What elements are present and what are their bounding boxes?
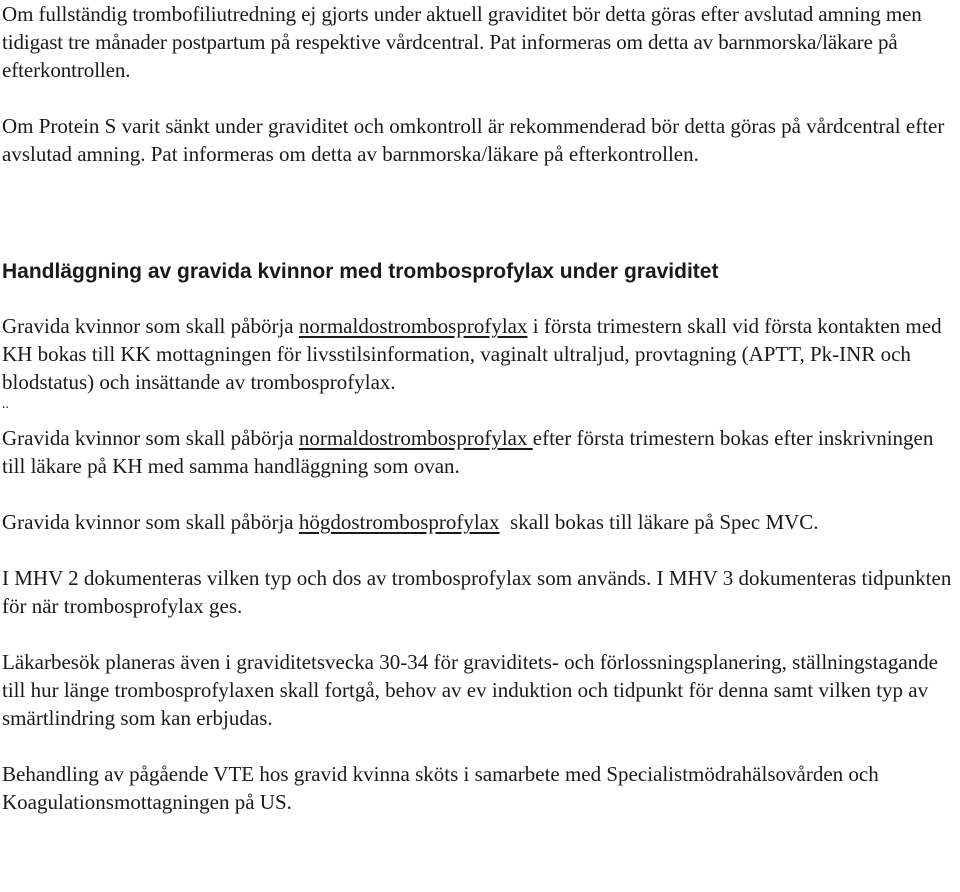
normal-dose-prophylaxis-link[interactable]: normaldostrombosprofylax (298, 314, 528, 338)
paragraph-text: efter första trimestern bokas efter inskrivningen till läkare på KH med samma handläggning som ovan. (2, 426, 934, 478)
paragraph-text: skall bokas till läkare på Spec MVC. (499, 510, 819, 534)
paragraph-text: Gravida kvinnor som skall påbörja (2, 426, 299, 450)
paragraph-text: i första trimestern skall vid första kontakten med KH bokas till KK mottagningen för livsstilsinformation, vaginalt ultraljud, provtagning (APTT, Pk-INR och blodstatus) och insättande av trombosprofylax. (2, 314, 942, 394)
paragraph-mhv-documentation: I MHV 2 dokumenteras vilken typ och dos av trombosprofylax som används. I MHV 3 dokumenteras tidpunkten för när trombosprofylax ges. (2, 566, 952, 618)
paragraph-after-first-trimester (2, 424, 958, 480)
dots-marker: .. (2, 397, 9, 412)
paragraph-doctor-visit: Läkarbesök planeras även i graviditetsvecka 30-34 för graviditets- och förlossningsplanering, ställningstagande till hur länge trombosprofylaxen skall fortgå, behov av ev induktion och tidpunkt för denna samt vilken typ av smärtlindring som kan erbjudas. (2, 650, 938, 730)
paragraph-text: Gravida kvinnor som skall påbörja (2, 510, 299, 534)
high-dose-prophylaxis-link[interactable]: högdostrombosprofylax (298, 510, 500, 534)
normal-dose-prophylaxis-link[interactable]: normaldostrombosprofylax (298, 426, 533, 450)
document-page (2, 0, 958, 816)
section-heading: Handläggning av gravida kvinnor med trombosprofylax under graviditet (2, 260, 719, 283)
paragraph-vte-treatment: Behandling av pågående VTE hos gravid kvinna sköts i samarbete med Specialistmödrahälsovården och Koagulationsmottagningen på US. (2, 762, 879, 814)
paragraph-text: Gravida kvinnor som skall påbörja (2, 314, 299, 338)
paragraph-thrombophilia-investigation: Om fullständig trombofiliutredning ej gjorts under aktuell graviditet bör detta göras efter avslutad amning men tidigast tre månader postpartum på respektive vårdcentral. Pat informeras om detta av barnmorska/läkare på efterkontrollen. (2, 2, 922, 82)
paragraph-protein-s: Om Protein S varit sänkt under graviditet och omkontroll är rekommenderad bör detta göras på vårdcentral efter avslutad amning. Pat informeras om detta av barnmorska/läkare på efterkontrollen. (2, 114, 945, 166)
paragraph-high-dose (2, 508, 958, 536)
paragraph-first-trimester (2, 312, 958, 396)
